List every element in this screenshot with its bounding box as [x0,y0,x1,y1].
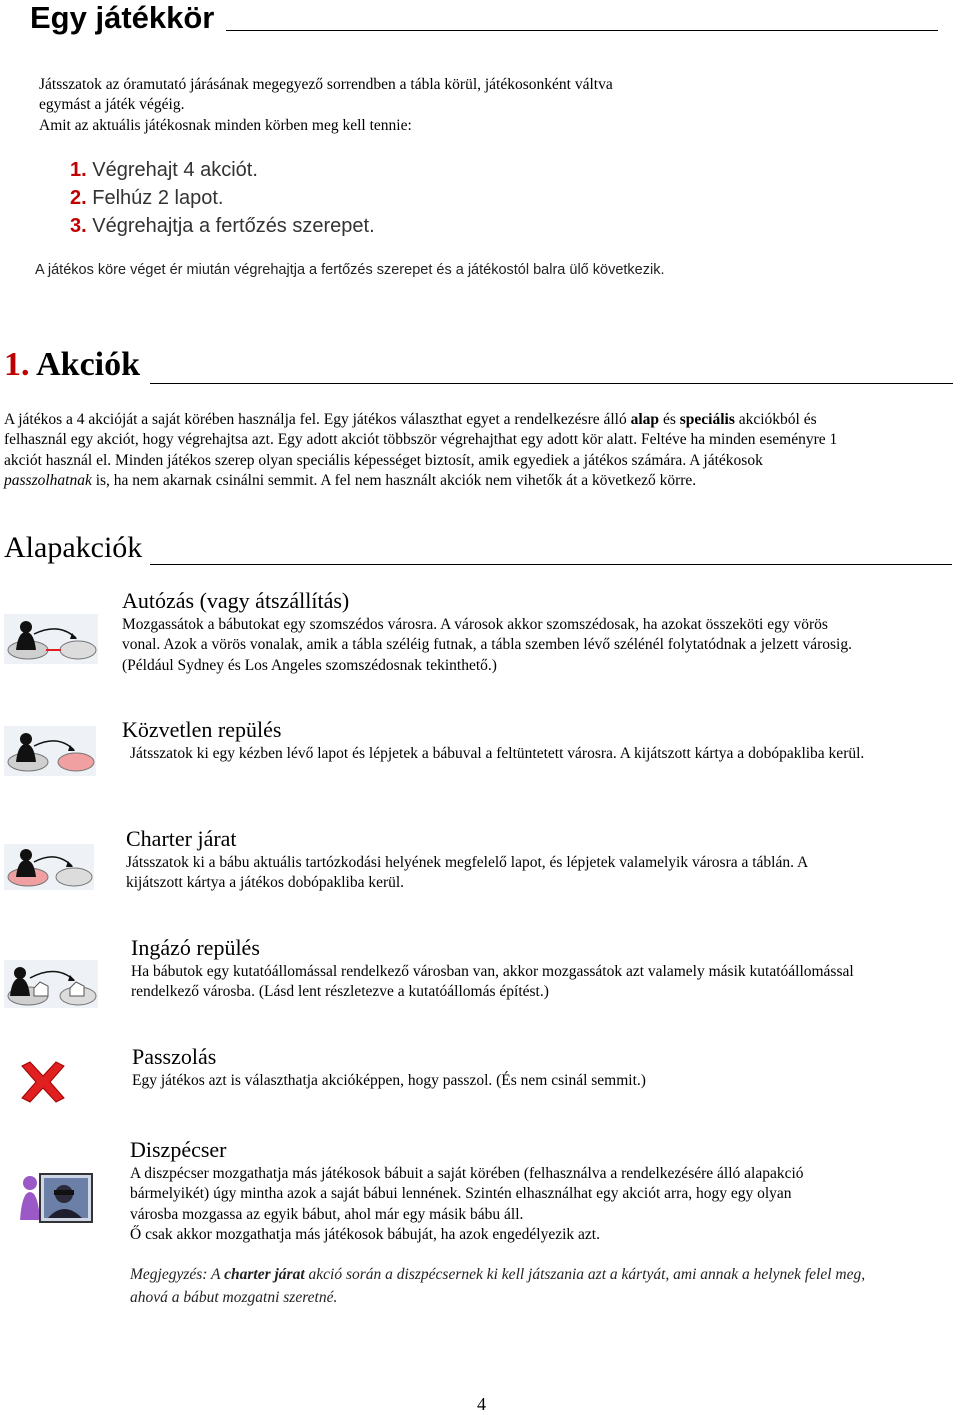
step-item [70,156,375,184]
actions-p2: felhasznál egy akciót, hogy végrehajtsa azt. Egy adott akciót többször végrehajthat egy adott kör alatt. Feltéve ha minden eseményre 1 [4,431,838,449]
intro-line-3: Amit az aktuális játékosnak minden körben meg kell tennie: [39,117,412,134]
step-number: 2. [70,187,87,209]
action-line: Ha bábutok egy kutatóállomással rendelkező városban van, akkor mozgassátok azt valamely másik kutatóállomással [131,963,854,980]
actions-p1: A játékos a 4 akcióját a saját körében használja fel. Egy játékos választhat egyet a rendelkezésre álló [4,411,627,428]
pawn-fly-red-city-icon [4,726,96,776]
action-title-direct-flight: Közvetlen repülés [122,717,282,742]
turn-steps-list [70,156,375,240]
actions-p3: akciót használ el. Minden játékos szerep olyan speciális képességet biztosít, amik egyediek a játékos számára. A játékosok [4,451,763,469]
action-title-charter: Charter járat [126,826,237,851]
bold-alap: alap [630,411,660,428]
action-body-pass [132,1071,646,1091]
page-title: Egy játékkör [30,0,215,35]
action-body-charter [126,853,808,894]
section-title: Akciók [36,346,141,383]
turn-end-text: A játékos köre véget ér miután végrehajtja a fertőzés szerepet és a játékostól balra ülő következik. [35,262,665,278]
note-rest: akció során a diszpécsernek ki kell játszania azt a kártyát, ami annak a helynek felel meg, [308,1266,866,1283]
action-line: kijátszott kártya a játékos dobópakliba kerül. [126,874,405,892]
action-title-drive: Autózás (vagy átszállítás) [122,588,350,613]
action-line: (Például Sydney és Los Angeles szomszédosnak tekinthető.) [122,656,497,674]
action-body-dispatcher [130,1164,804,1246]
action-line: Játsszatok ki egy kézben lévő lapot és lépjetek a bábuval a feltüntetett városra. A kijátszott kártya a dobópakliba kerül. [130,745,865,762]
action-title-shuttle: Ingázó repülés [131,935,260,960]
step-text: Felhúz 2 lapot. [92,187,224,209]
action-title-pass: Passzolás [132,1044,217,1069]
note-bold-charter: charter járat [224,1266,305,1283]
action-line: Mozgassátok a bábutokat egy szomszédos városra. A városok akkor szomszédosak, ha azokat összeköti egy vörös [122,616,828,633]
pawn-move-red-line-icon [4,614,98,664]
action-line: rendelkező városba. (Lásd lent részletezve a kutatóállomás építést.) [131,983,549,1001]
step-number: 1. [70,159,87,181]
section-number: 1. [4,346,30,383]
actions-p1-end: akciókból és [738,411,817,428]
action-title-dispatcher: Diszpécser [130,1137,227,1162]
action-line: A diszpécser mozgathatja más játékosok bábuit a saját körében (felhasználva a rendelkezésére álló alapakció [130,1165,804,1182]
action-line: városba mozgassa az egyik bábut, ahol már egy másik bábu áll. [130,1205,524,1223]
action-body-drive [122,615,852,676]
section-rule [150,383,953,384]
dispatcher-portrait-icon [18,1170,94,1226]
note-prefix: Megjegyzés: A [130,1266,221,1283]
page-number: 4 [477,1394,486,1414]
note-line-2: ahová a bábut mozgatni szeretné. [130,1289,338,1306]
actions-p4: is, ha nem akarnak csinálni semmit. A fel nem használt akciók nem vihetők át a következő körre. [95,472,697,490]
pawn-fly-from-city-icon [4,844,94,890]
step-item [70,184,375,212]
basic-actions-heading: Alapakciók [4,531,143,564]
action-line: Egy játékos azt is választhatja akcióképpen, hogy passzol. (És nem csinál semmit.) [132,1072,646,1089]
step-text: Végrehajtja a fertőzés szerepet. [92,215,375,237]
step-number: 3. [70,215,87,237]
action-line: vonal. Azok a vörös vonalak, amik a tábla széléig futnak, a tábla szemben lévő szélénél folytatódnak a jelzett városig. [122,636,852,654]
title-rule [226,30,938,31]
actions-paragraph [4,410,954,492]
intro-line-2: egymást a játék végéig. [39,96,185,113]
italic-passzolhatnak: passzolhatnak [4,472,92,490]
action-line: Ő csak akkor mozgathatja más játékosok bábuját, ha azok engedélyezik azt. [130,1226,600,1244]
bold-specialis: speciális [679,411,735,428]
action-body-shuttle [131,962,854,1003]
red-x-icon [18,1060,68,1104]
action-line: Játsszatok ki a bábu aktuális tartózkodási helyének megfelelő lapot, és lépjetek valamelyik városra a táblán. A [126,854,809,871]
basic-actions-rule [150,564,952,565]
action-line: bármelyikét) úgy mintha azok a saját bábui lennének. Szintén elhasználhat egy akciót arra, hogy egy olyan [130,1185,792,1203]
pawn-shuttle-station-icon [4,960,98,1008]
action-body-direct-flight [130,744,864,764]
intro-line-1: Játsszatok az óramutató járásának megegyező sorrendben a tábla körül, játékosonként váltva [39,76,613,93]
section-heading-actions [4,346,140,384]
dispatcher-note [130,1263,865,1309]
step-text: Végrehajt 4 akciót. [92,159,258,181]
step-item [70,212,375,240]
actions-p1-mid: és [662,411,676,428]
